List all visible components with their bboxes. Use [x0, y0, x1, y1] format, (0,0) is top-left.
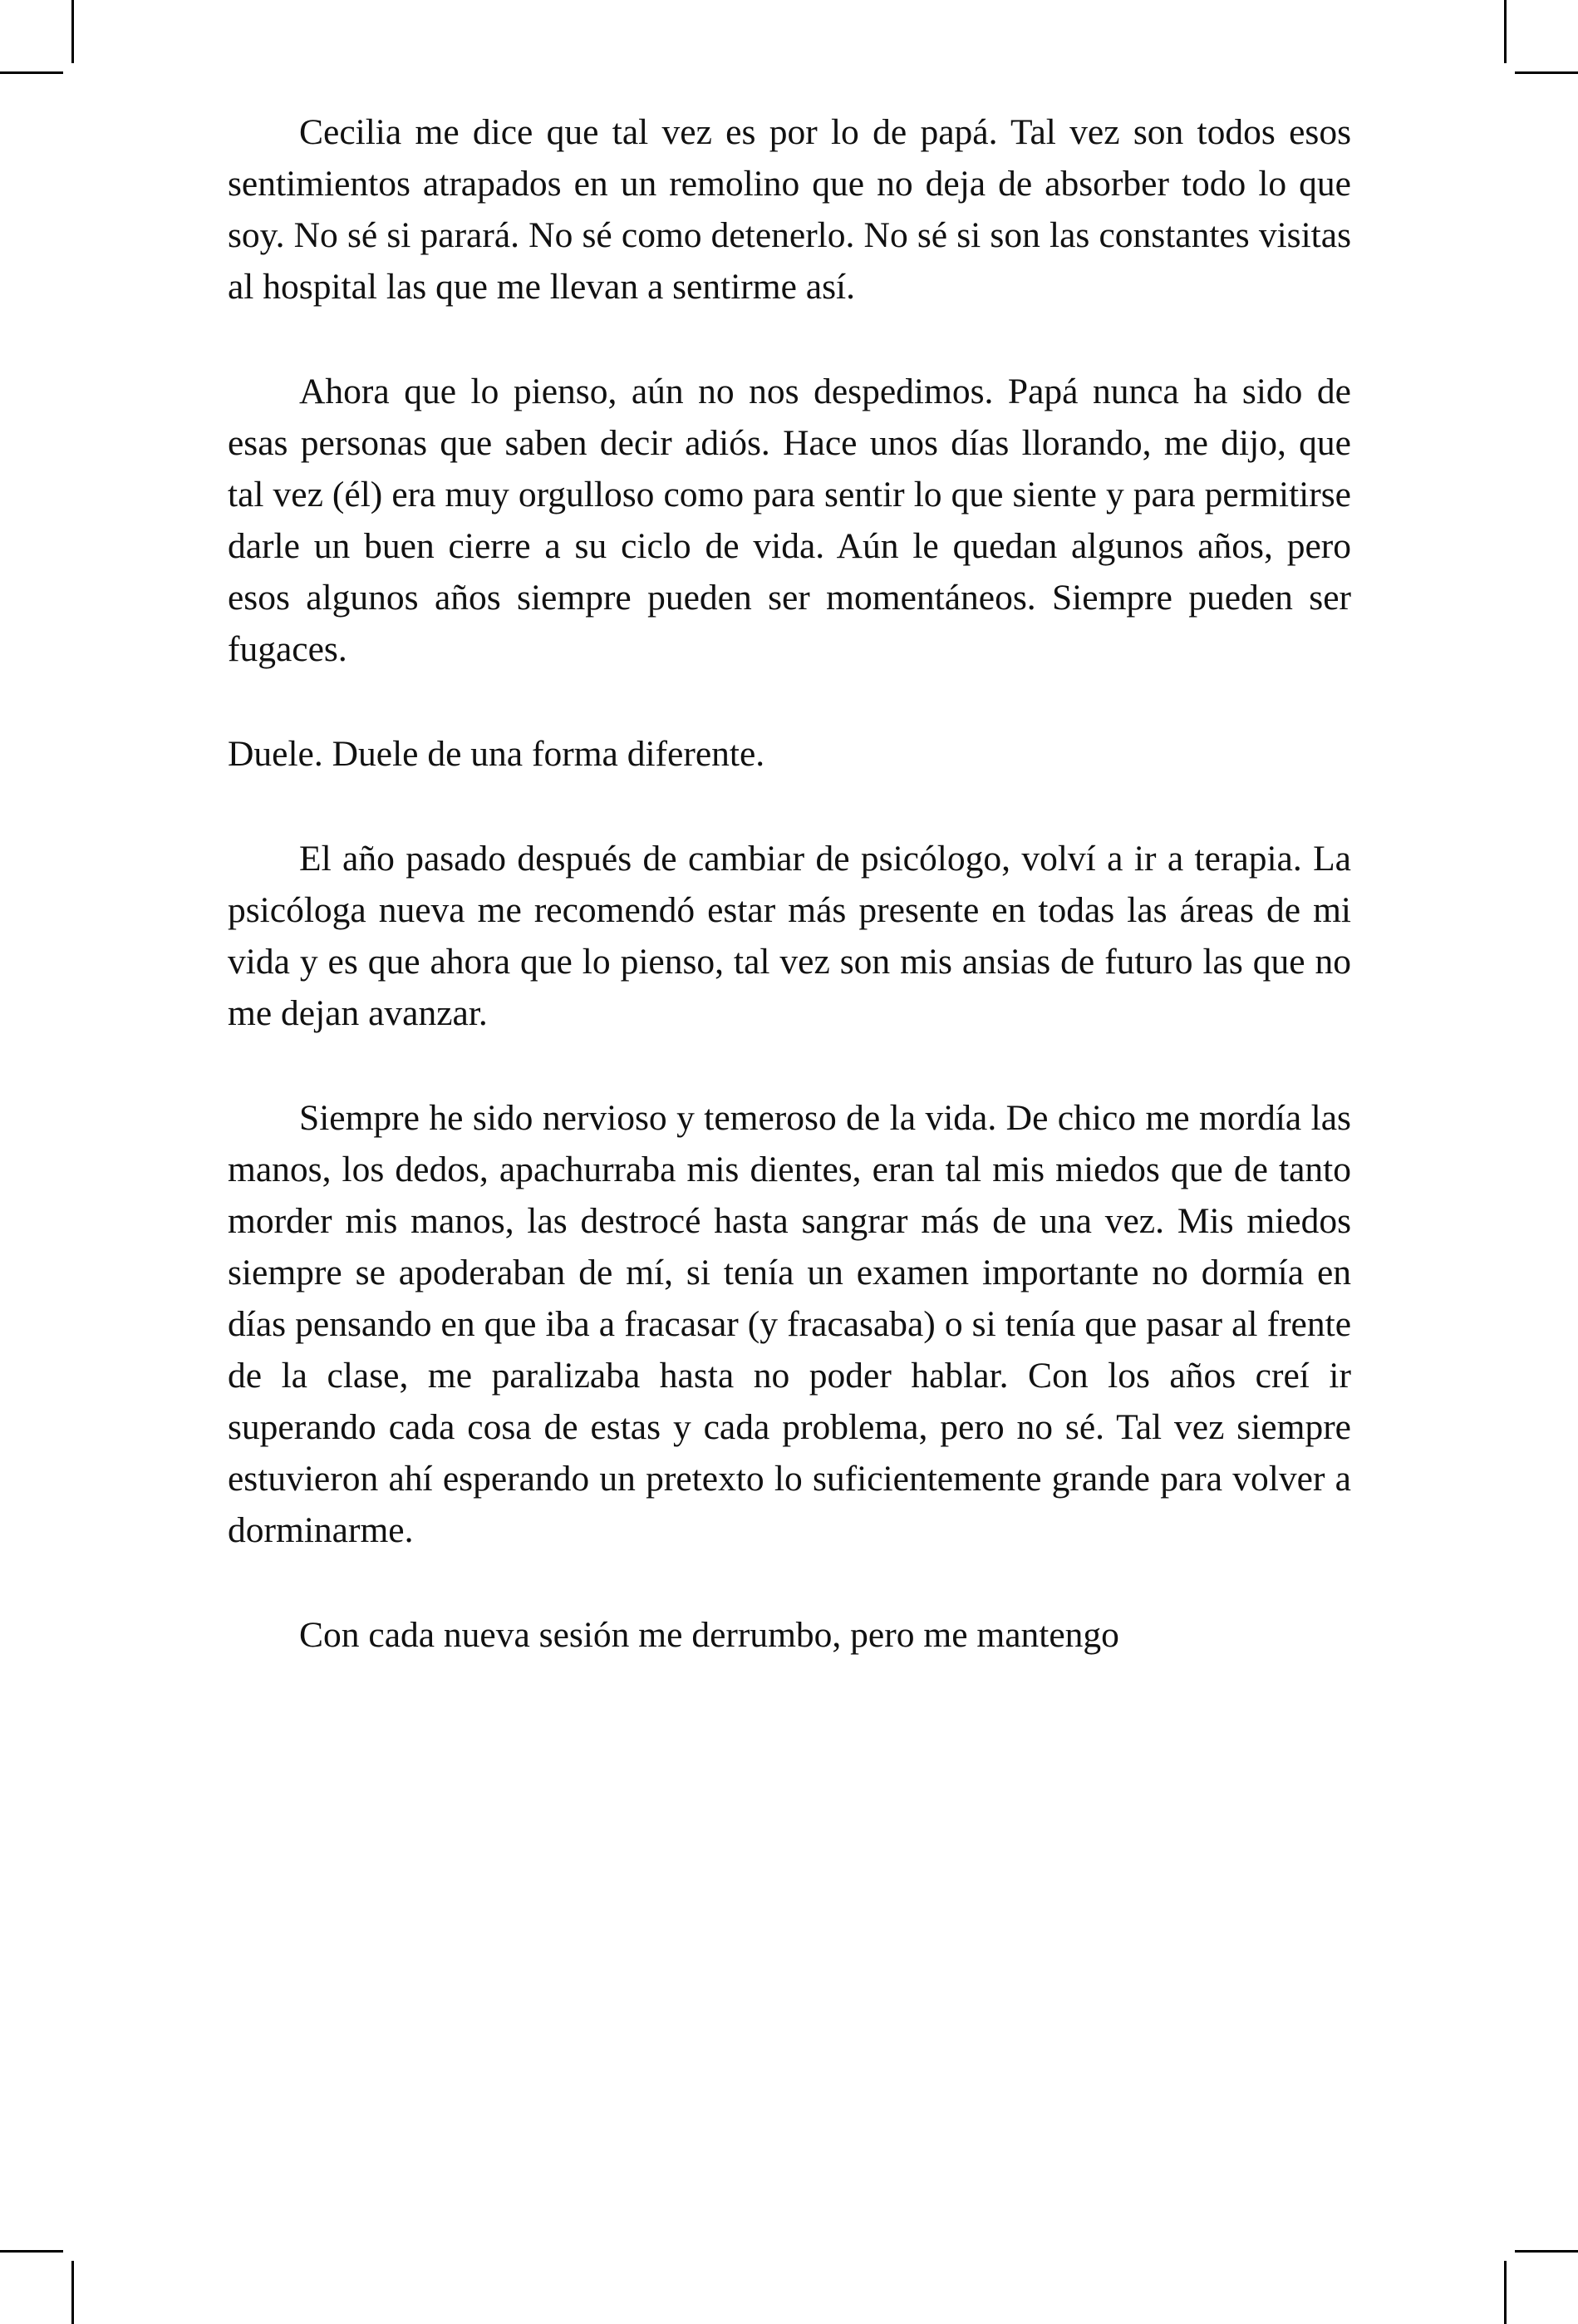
paragraph: El año pasado después de cambiar de psicólogo, volví a ir a terapia. La psicóloga nueva me recomendó estar más presente en todas las áreas de mi vida y es que ahora que lo pienso, tal vez son mis ansias de futuro las que no me dejan avanzar. [228, 839, 1351, 1033]
paragraph: Duele. Duele de una forma diferente. [228, 734, 765, 774]
crop-mark-top-right-horizontal [1515, 71, 1578, 74]
paragraph: Ahora que lo pienso, aún no nos despedimos. Papá nunca ha sido de esas personas que saben decir adiós. Hace unos días llorando, me dijo, que tal vez (él) era muy orgulloso como para sentir lo que siente y para permitirse darle un buen cierre a su ciclo de vida. Aún le quedan algunos años, pero esos algunos años siempre pueden ser momentáneos. Siempre pueden ser fugaces. [228, 372, 1351, 669]
body-text-block [228, 106, 1351, 1661]
paragraph: Siempre he sido nervioso y temeroso de la vida. De chico me mordía las manos, los dedos, apachurraba mis dientes, eran tal mis miedos que de tanto morder mis manos, las destrocé hasta sangrar más de una vez. Mis miedos siempre se apoderaban de mí, si tenía un examen importante no dormía en días pensando en que iba a fracasar (y fracasaba) o si tenía que pasar al frente de la clase, me paralizaba hasta no poder hablar. Con los años creí ir superando cada cosa de estas y cada problema, pero no sé. Tal vez siempre estuvieron ahí esperando un pretexto lo suficientemente grande para volver a dorminarme. [228, 1098, 1351, 1550]
crop-mark-bottom-left-horizontal [0, 2250, 63, 2253]
crop-mark-bottom-right-horizontal [1515, 2250, 1578, 2253]
paragraph: Con cada nueva sesión me derrumbo, pero me mantengo [299, 1615, 1119, 1655]
crop-mark-top-right-vertical [1504, 0, 1507, 63]
crop-mark-top-left-vertical [71, 0, 74, 63]
crop-mark-bottom-left-vertical [71, 2261, 74, 2324]
paragraph: Cecilia me dice que tal vez es por lo de papá. Tal vez son todos esos sentimientos atrapados en un remolino que no deja de absorber todo lo que soy. No sé si parará. No sé como detenerlo. No sé si son las constantes visitas al hospital las que me llevan a sentirme así. [228, 112, 1351, 307]
crop-mark-top-left-horizontal [0, 71, 63, 74]
crop-mark-bottom-right-vertical [1504, 2261, 1507, 2324]
